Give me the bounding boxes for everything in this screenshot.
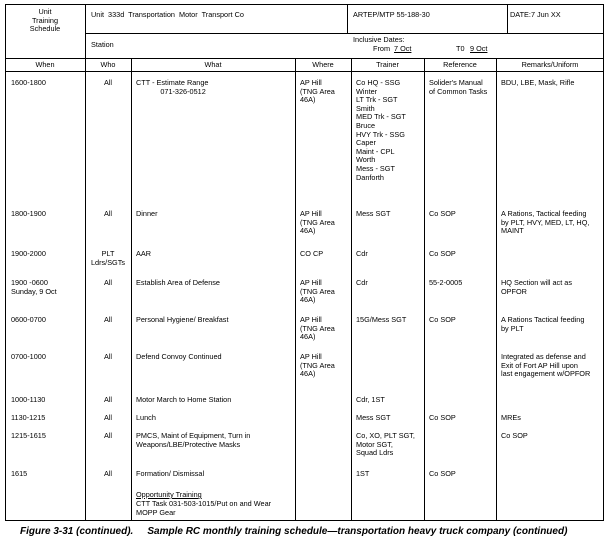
col-divider-5	[424, 58, 425, 521]
row-reference: Co SOP	[429, 209, 456, 218]
from-date: 7 Oct	[394, 44, 412, 53]
row-remarks: BDU, LBE, Mask, Rifle	[501, 78, 575, 87]
row-when: 1215-1615	[11, 431, 46, 440]
row-reference: 55-2-0005	[429, 278, 463, 287]
row-reference: Co SOP	[429, 315, 456, 324]
row-where: CO CP	[300, 249, 324, 258]
row-where: AP Hill (TNG Area 46A)	[300, 315, 335, 342]
row-when: 1615	[11, 469, 28, 478]
row-what: Dinner	[136, 209, 158, 218]
row-what: Motor March to Home Station	[136, 395, 232, 404]
row-where: AP Hill (TNG Area 46A)	[300, 78, 335, 105]
row-who: All	[103, 78, 113, 87]
row-remarks: MREs	[501, 413, 521, 422]
figure-caption-text: Sample RC monthly training schedule—transportation heavy truck company (continued)	[147, 526, 568, 537]
row-when: 1000-1130	[11, 395, 46, 404]
figure-caption-label: Figure 3-31 (continued).	[20, 526, 134, 537]
header-date-divider	[507, 4, 508, 33]
opportunity-training-text: CTT Task 031-503-1015/Put on and Wear MOPP Gear	[136, 499, 272, 517]
row-trainer: Co HQ - SSG Winter LT Trk - SGT Smith MED Trk - SGT Bruce HVY Trk - SSG Caper Maint - CPL Worth Mess - SGT Danforth	[356, 78, 406, 182]
row-reference: Co SOP	[429, 469, 456, 478]
column-header-trainer: Trainer	[376, 60, 399, 69]
row-trainer: 15G/Mess SGT	[356, 315, 407, 324]
row-who: All	[103, 469, 113, 478]
row-who: All	[103, 352, 113, 361]
row-remarks: Co SOP	[501, 431, 528, 440]
row-trainer: Mess SGT	[356, 209, 391, 218]
row-when: 1800-1900	[11, 209, 46, 218]
row-what: Establish Area of Defense	[136, 278, 220, 287]
row-who: All	[103, 209, 113, 218]
row-when: 1600-1800	[11, 78, 46, 87]
row-when: 1130-1215	[11, 413, 46, 422]
row-trainer: Cdr	[356, 278, 368, 287]
opportunity-training-heading: Opportunity Training	[136, 490, 202, 499]
row-what: PMCS, Maint of Equipment, Turn in Weapons/LBE/Protective Masks	[136, 431, 251, 449]
row-reference: Solider's Manual of Common Tasks	[429, 78, 488, 96]
row-remarks: Integrated as defense and Exit of Fort AP Hill upon last engagement w/OPFOR	[501, 352, 591, 379]
inclusive-dates-label: Inclusive Dates:	[353, 35, 405, 44]
row-who: PLT Ldrs/SGTs	[90, 249, 126, 267]
column-header-what: What	[204, 60, 222, 69]
from-label: From	[373, 44, 391, 53]
row-remarks: A Rations, Tactical feeding by PLT, HVY, MED, LT, HQ, MAINT	[501, 209, 590, 236]
column-header-when: When	[35, 60, 55, 69]
col-divider-6	[496, 58, 497, 521]
row-reference: Co SOP	[429, 249, 456, 258]
row-where: AP Hill (TNG Area 46A)	[300, 352, 335, 379]
row-what: CTT - Estimate Range 071-326-0512	[136, 78, 209, 96]
row-who: All	[103, 431, 113, 440]
to-label: T0	[456, 44, 465, 53]
row-what: Formation/ Dismissal	[136, 469, 205, 478]
row-when: 1900-2000	[11, 249, 46, 258]
row-who: All	[103, 278, 113, 287]
artep-number: ARTEP/MTP 55-188-30	[353, 10, 430, 19]
figure-caption	[20, 526, 567, 537]
row-where: AP Hill (TNG Area 46A)	[300, 278, 335, 305]
column-header-reference: Reference	[443, 60, 477, 69]
row-what: Defend Convoy Continued	[136, 352, 222, 361]
row-when: 1900 -0600 Sunday, 9 Oct	[11, 278, 57, 296]
row-who: All	[103, 315, 113, 324]
row-reference: Co SOP	[429, 413, 456, 422]
col-divider-2	[131, 58, 132, 521]
header-artep-divider	[347, 4, 348, 33]
row-trainer: Cdr, 1ST	[356, 395, 385, 404]
row-trainer: Cdr	[356, 249, 368, 258]
row-what: Lunch	[136, 413, 156, 422]
row-when: 0700-1000	[11, 352, 46, 361]
schedule-label: Unit Training Schedule	[29, 7, 61, 34]
schedule-date: DATE:7 Jun XX	[510, 10, 561, 19]
row-remarks: HQ Section will act as OPFOR	[501, 278, 572, 296]
row-when: 0600-0700	[11, 315, 46, 324]
header-bottom-rule	[5, 58, 604, 59]
row-who: All	[103, 395, 113, 404]
column-header-rule	[5, 71, 604, 72]
row-who: All	[103, 413, 113, 422]
row-what: Personal Hygiene/ Breakfast	[136, 315, 229, 324]
row-trainer: Co, XO, PLT SGT, Motor SGT, Squad Ldrs	[356, 431, 415, 458]
row-where: AP Hill (TNG Area 46A)	[300, 209, 335, 236]
station-label: Station	[91, 40, 114, 49]
header-label-divider	[85, 4, 86, 58]
header-divider	[85, 33, 604, 34]
row-what: AAR	[136, 249, 152, 258]
col-divider-1	[85, 58, 86, 521]
column-header-who: Who	[100, 60, 116, 69]
column-header-remarks: Remarks/Uniform	[521, 60, 579, 69]
row-trainer: 1ST	[356, 469, 370, 478]
row-trainer: Mess SGT	[356, 413, 391, 422]
row-remarks: A Rations Tactical feeding by PLT	[501, 315, 585, 333]
to-date: 9 Oct	[470, 44, 488, 53]
col-divider-4	[351, 58, 352, 521]
unit-name: Unit 333d Transportation Motor Transport Co	[91, 10, 244, 19]
col-divider-3	[295, 58, 296, 521]
column-header-where: Where	[312, 60, 334, 69]
